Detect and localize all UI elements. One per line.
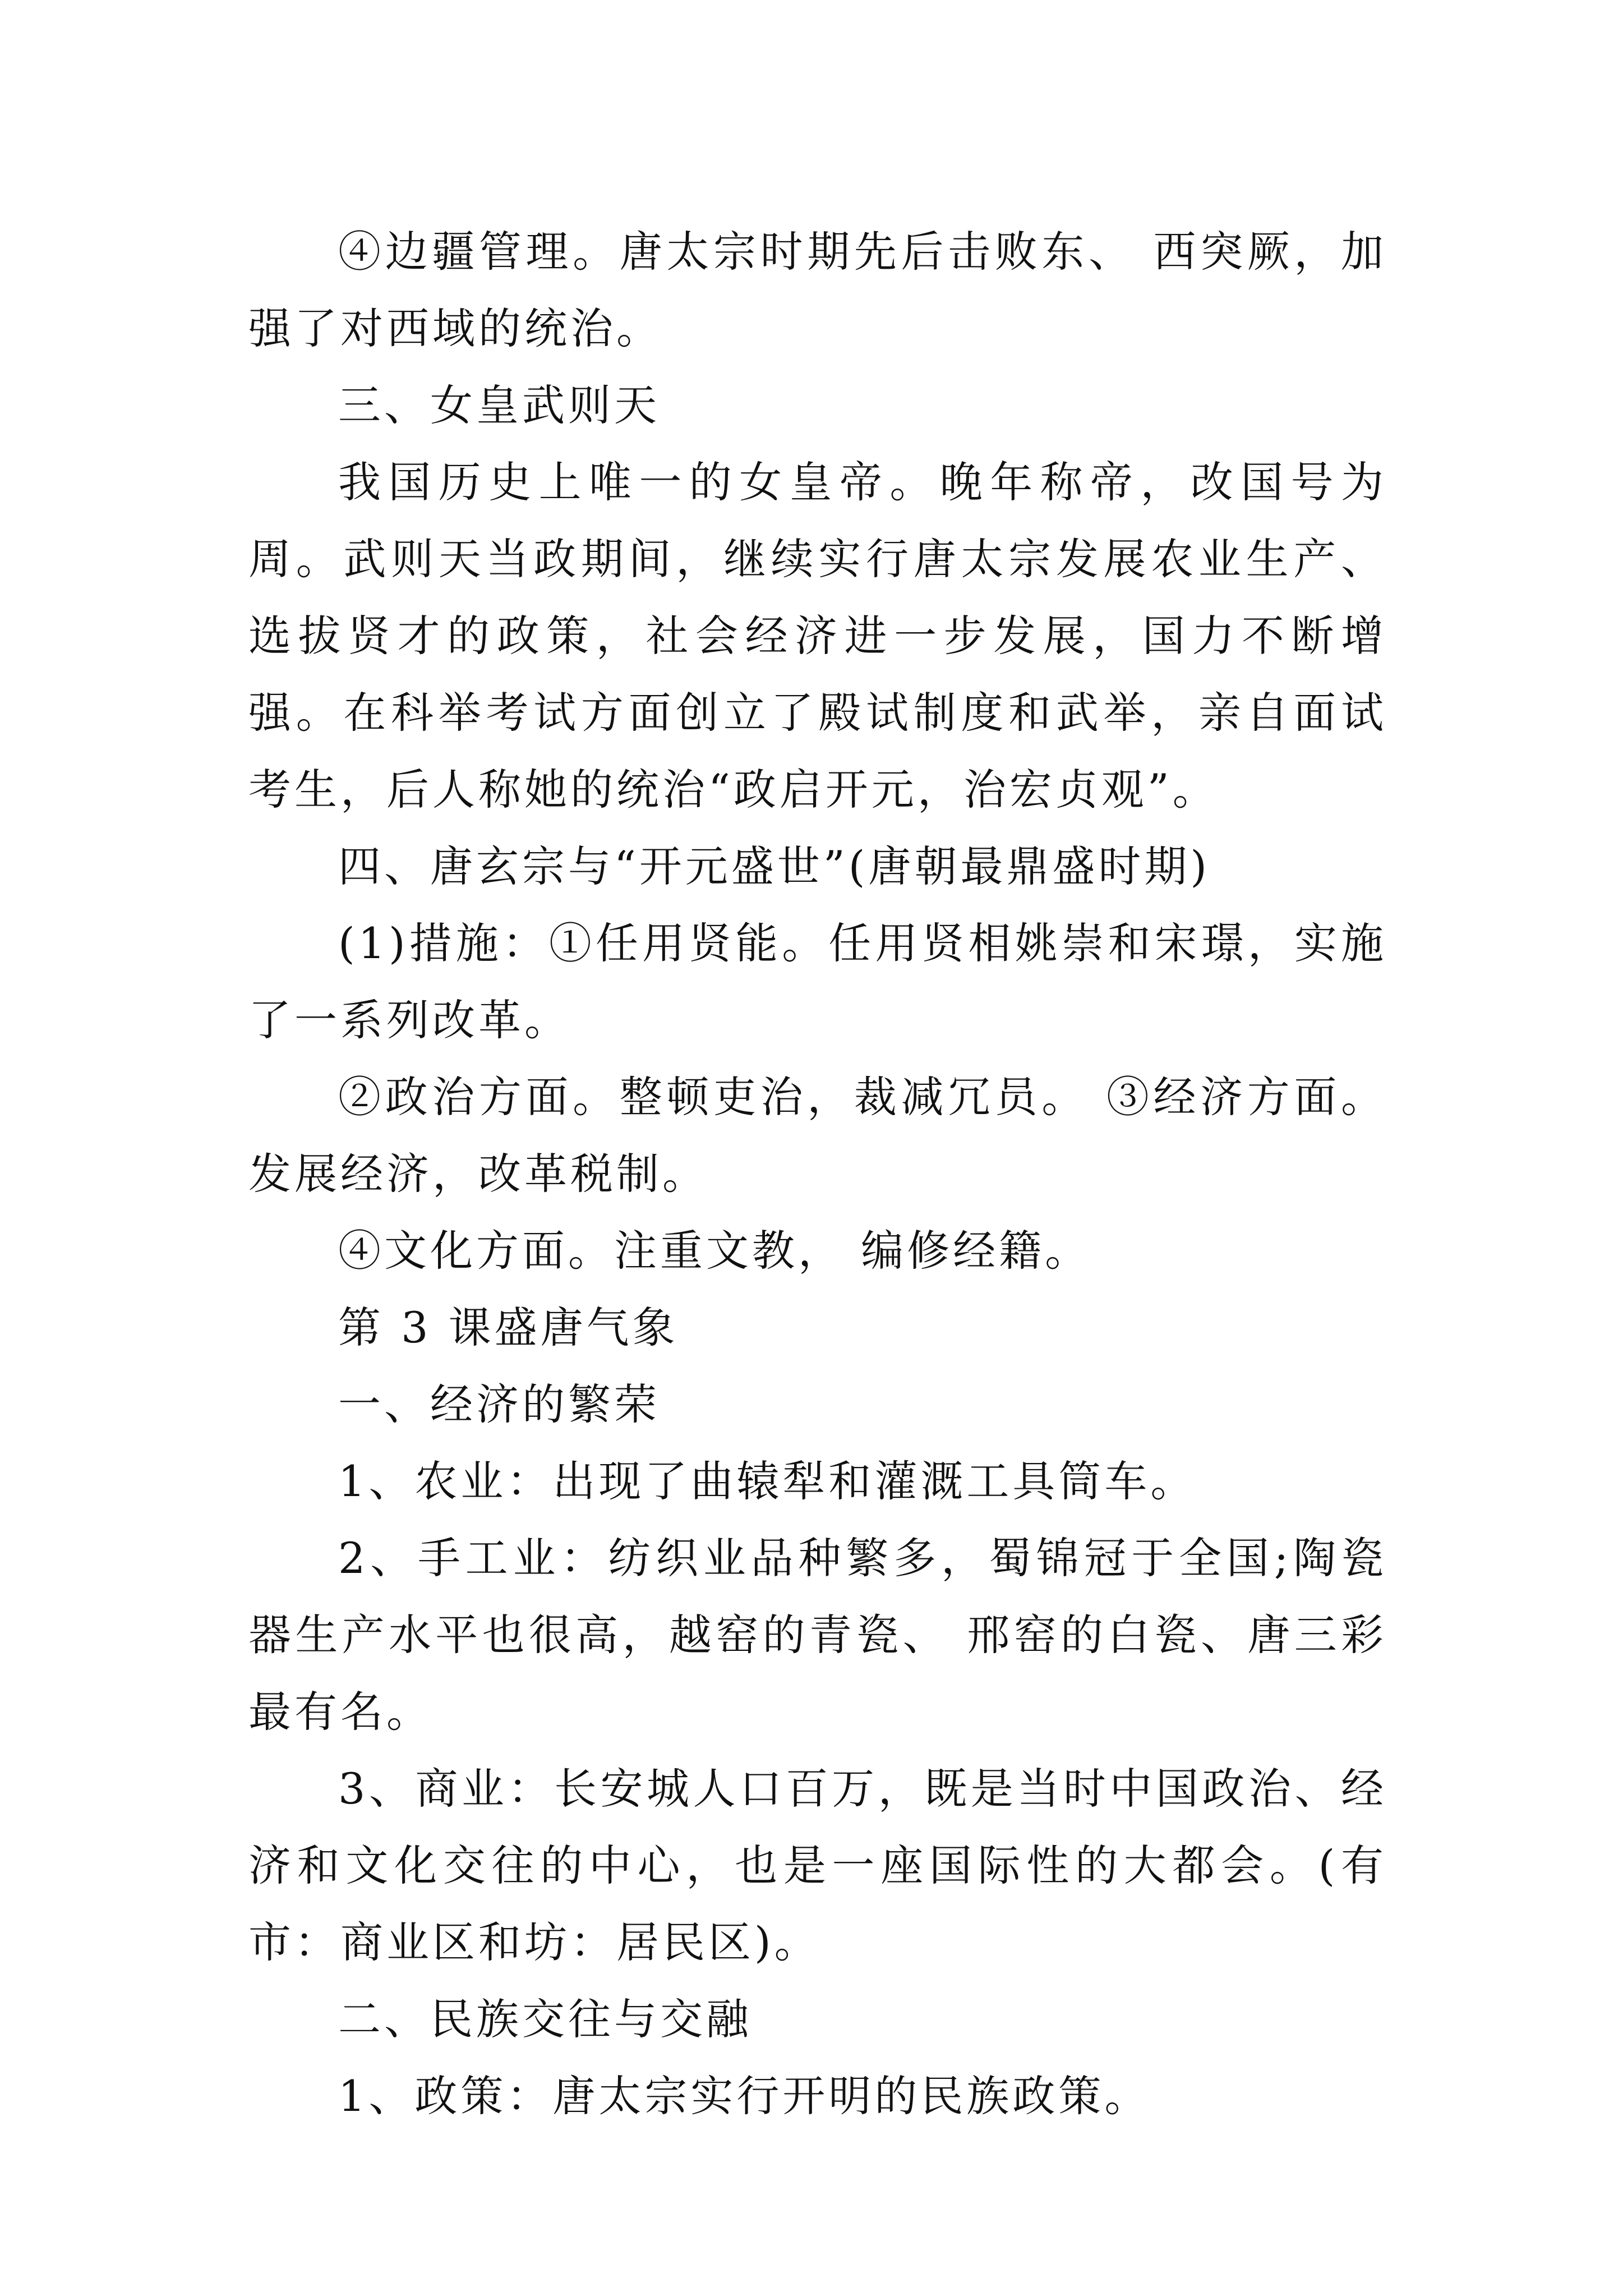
- paragraph-handicraft: 2、手工业：纺织业品种繁多，蜀锦冠于全国;陶瓷器生产水平也很高，越窑的青瓷、 邢窑的白瓷、唐三彩最有名。: [248, 1533, 1387, 1737]
- paragraph-agriculture: 1、农业：出现了曲辕犁和灌溉工具筒车。: [338, 1456, 1197, 1506]
- heading-economy: 一、经济的繁荣: [338, 1379, 660, 1429]
- heading-wu-zetian: 三、女皇武则天: [338, 380, 660, 430]
- paragraph-commerce: 3、商业：长安城人口百万，既是当时中国政治、经济和文化交往的中心，也是一座国际性的大都会。(有市：商业区和坊：居民区)。: [248, 1764, 1387, 1967]
- heading-kaiyuan: 四、唐玄宗与“开元盛世”(唐朝最鼎盛时期): [338, 841, 1211, 891]
- paragraph-measures-2-3: ②政治方面。整顿吏治，裁减冗员。 ③经济方面。发展经济，改革税制。: [248, 1072, 1387, 1199]
- heading-ethnic-exchange: 二、民族交往与交融: [338, 1994, 752, 2044]
- paragraph-measures-4: ④文化方面。注重文教， 编修经籍。: [338, 1226, 1091, 1276]
- paragraph-policy: 1、政策：唐太宗实行开明的民族政策。: [338, 2071, 1151, 2121]
- lesson-title: 第 3 课盛唐气象: [338, 1303, 679, 1352]
- paragraph-measures-1: (1)措施：①任用贤能。任用贤相姚崇和宋璟，实施了一系列改革。: [248, 918, 1387, 1045]
- paragraph-wu-zetian: 我国历史上唯一的女皇帝。晚年称帝，改国号为周。武则天当政期间，继续实行唐太宗发展农业生产、选拔贤才的政策，社会经济进一步发展，国力不断增强。在科举考试方面创立了殿试制度和武举，亲自面试考生，后人称她的统治“政启开元，治宏贞观”。: [248, 457, 1387, 815]
- document-body: [248, 213, 1387, 2134]
- paragraph-border-management: ④边疆管理。唐太宗时期先后击败东、 西突厥，加强了对西域的统治。: [248, 227, 1387, 353]
